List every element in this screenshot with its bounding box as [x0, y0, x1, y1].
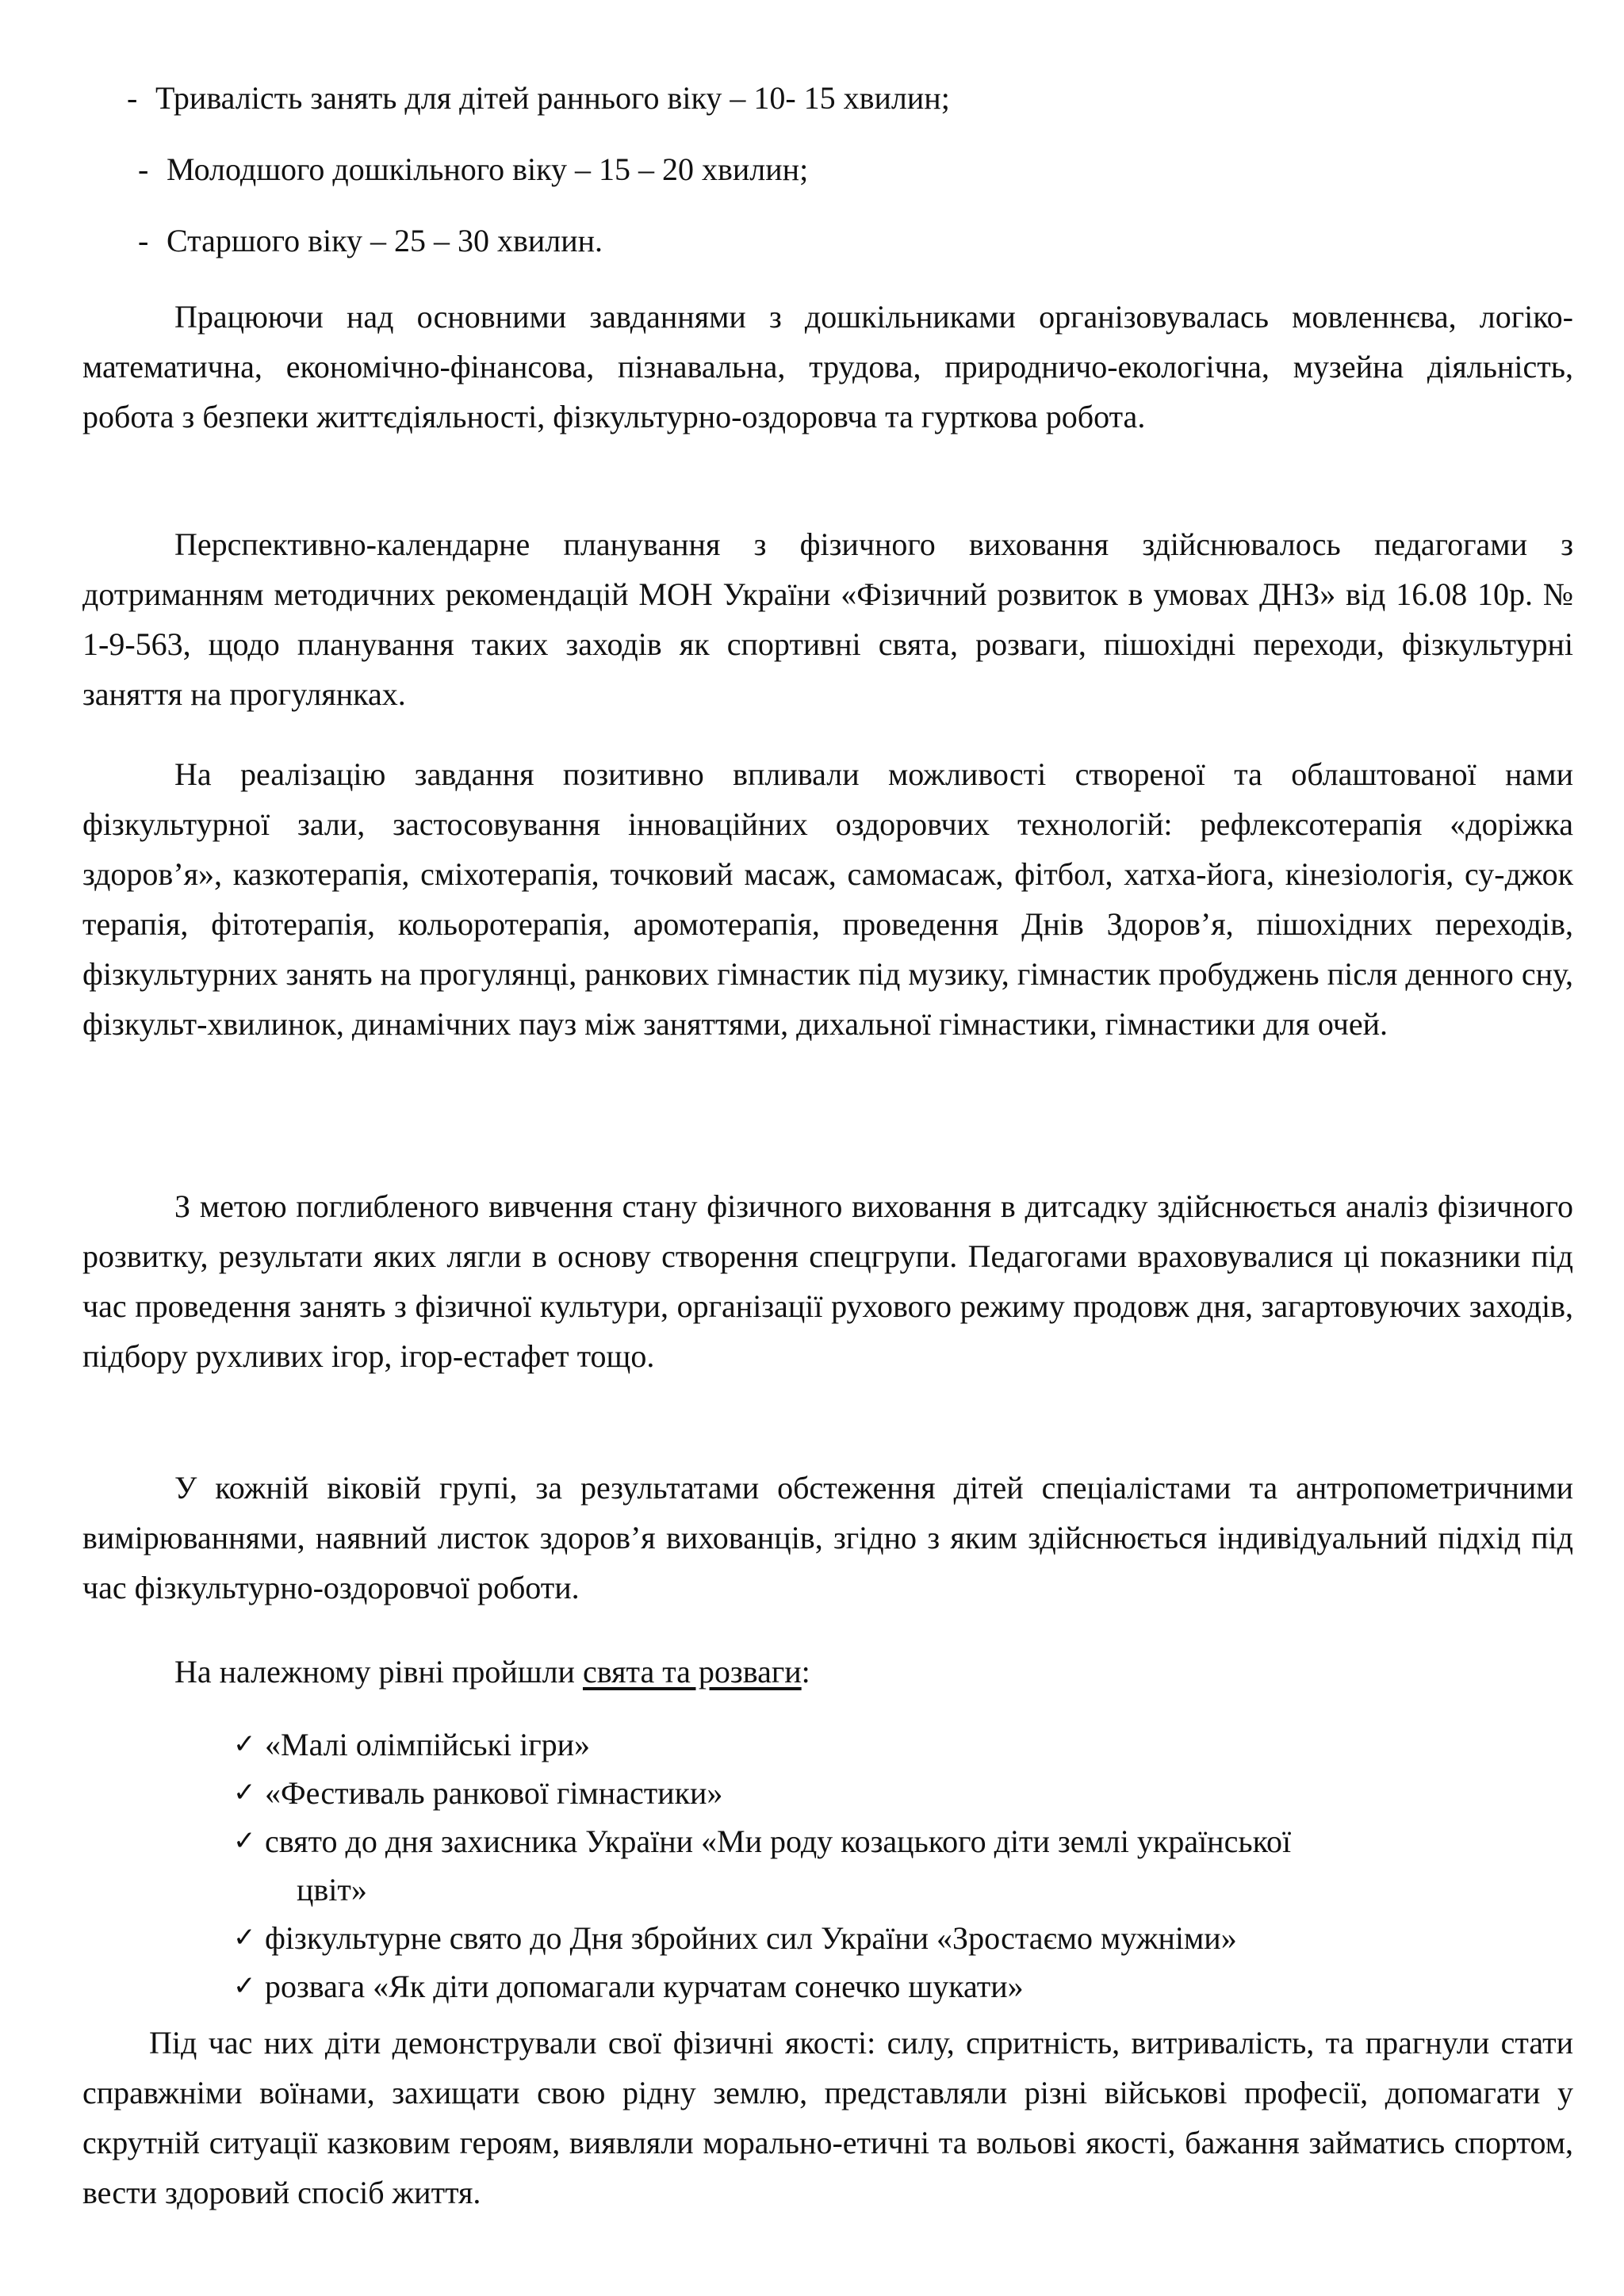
list-item [233, 1769, 1573, 1817]
duration-item-junior [138, 151, 808, 189]
list-item [233, 1914, 1573, 1962]
checkmark-icon: ✓ [233, 1825, 256, 1857]
event-text: фізкультурне свято до Дня збройних сил України «Зростаємо мужніми» [265, 1920, 1237, 1956]
event-text-continuation: цвіт» [297, 1872, 367, 1908]
paragraph-physical-development: З метою поглибленого вивчення стану фізичного виховання в дитсадку здійснюється аналіз фізичного розвитку, результати яких лягли в основу створення спецгрупи. Педагогами враховувалися ці показники під час проведення занять з фізичної культури, організації рухового режиму продовж дня, загартовуючих заходів, підбору рухливих ігор, ігор-естафет тощо. [82, 1188, 1573, 1374]
duration-item-early [127, 79, 950, 117]
list-item [233, 1817, 1573, 1914]
paragraph-activities: Працюючи над основними завданнями з дошкільниками організовувалась мовленнєва, логіко-математична, економічно-фінансова, пізнавальна, трудова, природничо-екологічна, музейна діяльність, робота з безпеки життєдіяльності, фізкультурно-оздоровча та гурткова робота. [82, 299, 1573, 434]
event-text: свято до дня захисника України «Ми роду козацького діти землі української [265, 1823, 1292, 1859]
event-text: «Фестиваль ранкової гімнастики» [265, 1775, 723, 1811]
checkmark-icon: ✓ [233, 1728, 256, 1760]
events-intro-underlined: свята та розваги [582, 1654, 802, 1689]
events-list [233, 1720, 1573, 2011]
events-intro-suffix: : [801, 1654, 810, 1689]
dash-item-text: Старшого віку – 25 – 30 хвилин. [167, 223, 603, 258]
paragraph-technologies: На реалізацію завдання позитивно впливали можливості створеної та облаштованої нами фізкультурної зали, застосовування інноваційних оздоровчих технологій: рефлексотерапія «доріжка здоров’я», казкотерапія, сміхотерапія, точковий масаж, самомасаж, фітбол, хатха-йога, кінезіологія, су-джок терапія, фітотерапія, кольоротерапія, аромотерапія, проведення Днів Здоров’я, пішохідних переходів, фізкультурних занять на прогулянці, ранкових гімнастик під музику, гімнастик пробуджень після денного сну, фізкульт-хвилинок, динамічних пауз між заняттями, дихальної гімнастики, гімнастики для очей. [82, 756, 1573, 1042]
paragraph-planning: Перспективно-календарне планування з фізичного виховання здійснювалось педагогами з дотриманням методичних рекомендацій МОН України «Фізичний розвиток в умовах ДНЗ» від 16.08 10р. № 1-9-563, щодо планування таких заходів як спортивні свята, розваги, пішохідні переходи, фізкультурні заняття на прогулянках. [82, 526, 1573, 712]
dash-marker: - [138, 151, 149, 187]
paragraph-closing: Під час них діти демонстрували свої фізичні якості: силу, спритність, витривалість, та прагнули стати справжніми воїнами, захищати свою рідну землю, представляли різні військові професії, допомагати у скрутній ситуації казковим героям, виявляли морально-етичні та вольові якості, бажання займатись спортом, вести здоровий спосіб життя. [82, 2025, 1573, 2210]
event-text: розвага «Як діти допомагали курчатам сонечко шукати» [265, 1969, 1024, 2004]
checkmark-icon: ✓ [233, 1922, 256, 1954]
paragraph-health-sheet: У кожній віковій групі, за результатами обстеження дітей спеціалістами та антропометричними вимірюваннями, наявний листок здоров’я вихованців, згідно з яким здійснюється індивідуальний підхід під час фізкультурно-оздоровчої роботи. [82, 1470, 1573, 1605]
event-text: «Малі олімпійські ігри» [265, 1727, 590, 1762]
list-item [233, 1720, 1573, 1769]
list-item [233, 1962, 1573, 2011]
checkmark-icon: ✓ [233, 1777, 256, 1808]
events-intro [174, 1653, 810, 1691]
dash-marker: - [138, 223, 149, 258]
dash-item-text: Молодшого дошкільного віку – 15 – 20 хвилин; [167, 151, 809, 187]
dash-item-text: Тривалість занять для дітей раннього віку – 10- 15 хвилин; [155, 80, 950, 116]
duration-item-senior [138, 222, 603, 260]
dash-marker: - [127, 80, 138, 116]
events-intro-prefix: На належному рівні пройшли [174, 1654, 583, 1689]
checkmark-icon: ✓ [233, 1970, 256, 2002]
